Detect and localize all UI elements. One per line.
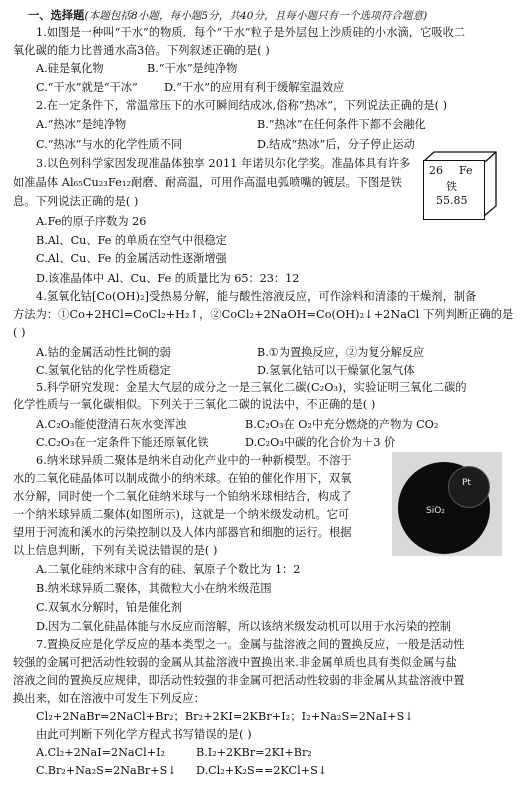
element-symbol: Fe <box>459 164 473 177</box>
q5-stem-line-1: 5.科学研究发现：金星大气层的成分之一是三氧化二碳(C₂O₃)，实验证明三氧化二碳的 <box>36 381 467 394</box>
q2-option-a: A.“热冰”是纯净物 <box>36 118 127 131</box>
q5-stem-line-2: 化学性质与一氧化碳相似。下列关于三氧化二碳的说法中，不正确的是( ) <box>13 398 376 411</box>
q2-option-c: C.“热冰”与水的化学性质不同 <box>36 138 183 151</box>
element-atomic-number: 26 <box>429 164 443 177</box>
q2-option-b: B.“热冰”在任何条件下都不会融化 <box>257 118 426 131</box>
q4-stem-line-1: 4.氢氧化钴[Co(OH)₂]受热易分解，能与酸性溶液反应，可作涂料和清漆的干燥剂，制备 <box>36 290 477 303</box>
q1-option-a: A.硅是氧化物 <box>36 62 104 75</box>
q5-option-b: B.C₂O₃在 O₂中充分燃烧的产物为 CO₂ <box>245 418 439 431</box>
q7-option-b: B.I₂+2KBr=2KI+Br₂ <box>196 746 312 759</box>
sio2-label: SiO₂ <box>426 506 445 516</box>
q1-option-c: C.“干水”就是“干冰” <box>36 81 138 94</box>
q7-stem-line-5: 由此可判断下列化学方程式书写错误的是( ) <box>36 728 252 741</box>
q1-stem-line-1: 1.如图是一种叫“干水”的物质．每个“干水”粒子是外层包上沙质硅的小水滴，它吸收二 <box>36 26 466 39</box>
q7-stem-line-4: 换出来，如在溶液中可发生下列反应： <box>13 692 205 705</box>
q5-option-a: A.C₂O₃能使澄清石灰水变浑浊 <box>36 418 187 431</box>
q7-option-d: D.Cl₂+K₂S==2KCl+S↓ <box>196 764 328 777</box>
q4-option-d: D.氢氧化钴可以干燥氯化氢气体 <box>257 364 415 377</box>
q4-stem-line-3: ( ) <box>13 326 26 339</box>
element-name: 铁 <box>446 180 457 193</box>
q1-stem-line-2: 氧化碳的能力比普通水高3倍。下列叙述正确的是( ) <box>13 44 270 57</box>
q4-option-b: B.①为置换反应，②为复分解反应 <box>257 346 425 359</box>
q3-option-b: B.Al、Cu、Fe 的单质在空气中很稳定 <box>36 234 227 247</box>
q6-stem-line-5: 望用于河流和溪水的污染控制以及人体内部器官和细胞的运行。根据 <box>13 526 352 539</box>
q3-option-c: C.Al、Cu、Fe 的金属活动性逐渐增强 <box>36 252 227 265</box>
q6-stem-line-3: 水分解，同时使一个二氧化硅纳米球与一个铂纳米球相结合，构成了 <box>13 490 352 503</box>
q6-stem-line-2: 水的二氧化硅晶体可以制成微小的纳米球。在铂的催化作用下，双氧 <box>13 472 352 485</box>
q4-option-a: A.钴的金属活动性比铜的弱 <box>36 346 171 359</box>
q7-stem-line-2: 较强的金属可把活动性较弱的金属从其盐溶液中置换出来.非金属单质也具有类似金属与盐 <box>13 656 457 669</box>
q7-equations: Cl₂+2NaBr=2NaCl+Br₂；Br₂+2KI=2KBr+I₂；I₂+Na₂S=2NaI+S↓ <box>36 710 414 723</box>
q7-stem-line-3: 溶液之间的置换反应规律，即活动性较强的非金属可把活动性较弱的非金属从其盐溶液中置 <box>13 674 465 687</box>
q6-option-c: C.双氧水分解时，铂是催化剂 <box>36 601 182 614</box>
q5-option-d: D.C₂O₃中碳的化合价为＋3 价 <box>245 436 396 449</box>
pt-label: Pt <box>462 478 471 488</box>
q7-stem-line-1: 7.置换反应是化学反应的基本类型之一。金属与盐溶液之间的置换反应，一般是活动性 <box>36 638 465 651</box>
section-note: (本题包括8小题，每小题5分，共40分，且每小题只有一个选项符合题意) <box>84 10 428 22</box>
q4-stem-line-2: 方法为：①Co+2HCl=CoCl₂+H₂↑，②CoCl₂+2NaOH=Co(OH)₂↓+2NaCl 下列判断正确的是 <box>13 308 514 321</box>
q7-option-a: A.Cl₂+2NaI=2NaCl+I₂ <box>36 746 165 759</box>
q3-stem-line-1: 3.以色列科学家因发现准晶体独享 2011 年诺贝尔化学奖。准晶体具有许多 <box>36 157 411 170</box>
q6-stem-line-4: 一个纳米球异质二聚体(如图所示)，这就是一个纳米级发动机。它可 <box>13 508 350 521</box>
q1-option-d: D.“干水”的应用有利于缓解室温效应 <box>164 81 345 94</box>
q3-option-d: D.该准晶体中 Al、Cu、Fe 的质量比为 65：23：12 <box>36 272 300 285</box>
q6-option-b: B.纳米球异质二聚体，其微粒大小在纳米级范围 <box>36 582 272 595</box>
section-title: 一、选择题 <box>28 8 85 22</box>
q6-stem-line-6: 以上信息判断，下列有关说法错误的是( ) <box>13 544 218 557</box>
element-atomic-mass: 55.85 <box>436 194 468 207</box>
q6-stem-line-1: 6.纳米球异质二聚体是纳米自动化产业中的一种新模型。不溶于 <box>36 454 352 467</box>
q2-stem: 2.在一定条件下，常温常压下的水可瞬间结成冰,俗称“热冰”，下列说法正确的是( ) <box>36 99 448 112</box>
q3-stem-line-3: 息。下列说法正确的是( ) <box>13 195 139 208</box>
section-header <box>28 7 427 24</box>
q2-option-d: D.结成“热冰”后，分子停止运动 <box>257 138 415 151</box>
q6-option-a: A.二氧化硅纳米球中含有的硅、氧原子个数比为 1：2 <box>36 563 301 576</box>
q5-option-c: C.C₂O₃在一定条件下能还原氧化铁 <box>36 436 209 449</box>
element-box-iron <box>423 160 485 220</box>
q4-option-c: C.氢氧化钴的化学性质稳定 <box>36 364 171 377</box>
q1-option-b: B.“干水”是纯净物 <box>147 62 238 75</box>
q6-option-d: D.因为二氧化硅晶体能与水反应而溶解，所以该纳米级发动机可以用于水污染的控制 <box>36 620 451 633</box>
q7-option-c: C.Br₂+Na₂S=2NaBr+S↓ <box>36 764 177 777</box>
q3-option-a: A.Fe的原子序数为 26 <box>36 215 147 228</box>
q3-stem-line-2: 如准晶体 Al₆₅Cu₂₃Fe₁₂耐磨、耐高温，可用作高温电弧喷嘴的镀层。下图是铁 <box>13 176 403 189</box>
nanosphere-dimer-image <box>392 452 502 556</box>
